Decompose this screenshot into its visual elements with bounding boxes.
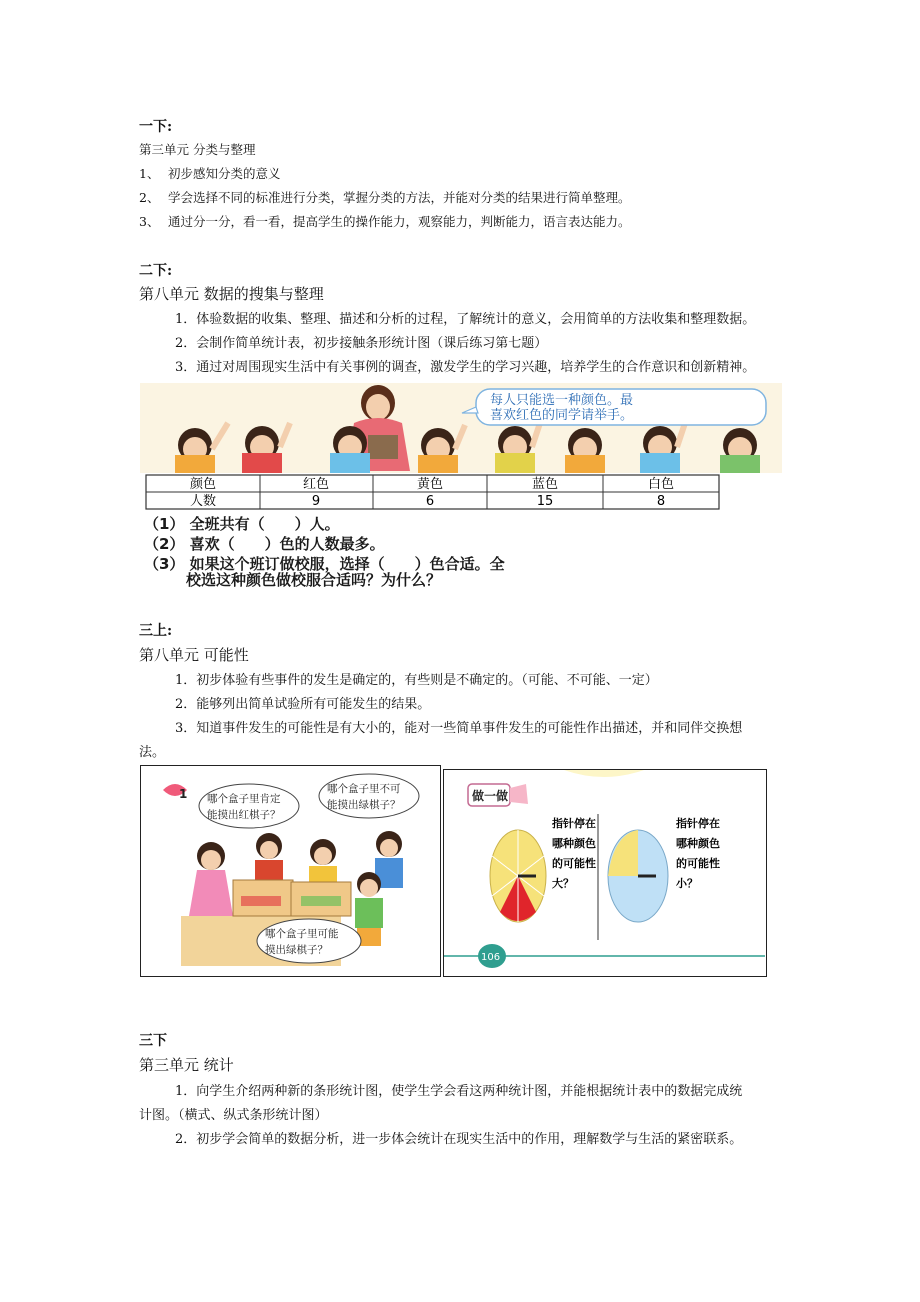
section-2-heading: 二下: <box>139 263 173 279</box>
section-1-item-3-num: 3、 <box>139 214 160 229</box>
q1-line-2: 哪种颜色 <box>552 837 596 850</box>
bubble-3-line-2: 摸出绿棋子？ <box>265 944 328 956</box>
section-3-unit: 第八单元 可能性 <box>139 646 249 664</box>
table-header-blue: 蓝色 <box>531 477 559 492</box>
section-1-item-1-num: 1、 <box>139 166 160 181</box>
section-3-item-1: 1．初步体验有些事件的发生是确定的，有些则是不确定的。（可能、不可能、一定） <box>175 673 658 688</box>
q2-line-1: 指针停在 <box>676 817 720 830</box>
section-4-item-1-cont: 计图。（横式、纵式条形统计图） <box>139 1108 328 1123</box>
section-1-item-3: 通过分一分，看一看，提高学生的操作能力，观察能力，判断能力，语言表达能力。 <box>168 214 631 229</box>
spinner-figure <box>443 769 767 977</box>
classroom-illustration <box>140 383 782 588</box>
badge-number: 1 <box>179 787 188 801</box>
spinner-red-small <box>490 830 546 922</box>
section-1-item-1: 初步感知分类的意义 <box>168 166 281 181</box>
speech-line-2: 喜欢红色的同学请举手。 <box>490 408 634 423</box>
q1-line-3: 的可能性 <box>552 857 596 870</box>
bubble-1-line-2: 能摸出红棋子？ <box>207 809 281 821</box>
bubble-2-line-2: 能摸出绿棋子？ <box>327 799 401 811</box>
speech-line-1: 每人只能选一种颜色。最 <box>490 393 634 408</box>
table-cell-red: 9 <box>311 494 321 509</box>
section-1-unit: 第三单元 分类与整理 <box>139 142 256 157</box>
page-number: 106 <box>481 952 501 963</box>
q2-line-3: 的可能性 <box>676 857 720 870</box>
question-1: （1） 全班共有（ ）人。 <box>144 515 340 533</box>
table-cell-white: 8 <box>656 494 666 509</box>
boxes-figure <box>140 765 441 977</box>
spinner-yellow-small <box>608 830 668 922</box>
section-3-item-2: 2．能够列出简单试验所有可能发生的结果。 <box>175 697 431 712</box>
question-3-cont: 校选这种颜色做校服合适吗？为什么？ <box>186 571 442 588</box>
section-1-item-2: 学会选择不同的标准进行分类，掌握分类的方法，并能对分类的结果进行简单整理。 <box>168 190 631 205</box>
table-cell-yellow: 6 <box>425 494 435 509</box>
do-it-tag: 做一做 <box>472 789 509 803</box>
section-4-item-1: 1．向学生介绍两种新的条形统计图，使学生学会看这两种统计图，并能根据统计表中的数据完成统 <box>175 1084 743 1099</box>
table-header-red: 红色 <box>302 477 330 492</box>
question-3: （3） 如果这个班订做校服，选择（ ）色合适。全 <box>144 555 505 573</box>
section-3-item-3: 3．知道事件发生的可能性是有大小的，能对一些简单事件发生的可能性作出描述，并和同伴交换想 <box>175 721 743 736</box>
table-header-yellow: 黄色 <box>416 477 444 492</box>
section-3-item-3-cont: 法。 <box>139 745 166 760</box>
section-4-item-2: 2．初步学会简单的数据分析，进一步体会统计在现实生活中的作用，理解数学与生活的紧密联系。 <box>175 1132 743 1147</box>
color-survey-figure <box>140 383 782 588</box>
table-cell-blue: 15 <box>536 494 554 509</box>
section-4-unit: 第三单元 统计 <box>139 1056 234 1074</box>
question-2: （2） 喜欢（ ）色的人数最多。 <box>144 535 385 553</box>
section-3-heading: 三上: <box>139 623 173 639</box>
section-4-heading: 三下 <box>139 1033 167 1049</box>
table-row-label: 人数 <box>189 494 217 509</box>
section-2-item-3: 3．通过对周围现实生活中有关事例的调查，激发学生的学习兴趣，培养学生的合作意识和创新精神。 <box>175 360 756 375</box>
q1-line-1: 指针停在 <box>552 817 596 830</box>
section-2-unit: 第八单元 数据的搜集与整理 <box>139 285 324 303</box>
section-2-item-2: 2．会制作简单统计表，初步接触条形统计图（课后练习第七题） <box>175 336 548 351</box>
table-header-white: 白色 <box>647 477 675 492</box>
section-2-item-1: 1．体验数据的收集、整理、描述和分析的过程，了解统计的意义，会用简单的方法收集和整理数据。 <box>175 312 756 327</box>
section-1-item-2-num: 2、 <box>139 190 160 205</box>
bubble-1-line-1: 哪个盒子里肯定 <box>207 793 281 805</box>
q2-line-4: 小？ <box>676 877 698 890</box>
bubble-3-line-1: 哪个盒子里可能 <box>265 928 339 940</box>
table-header-color: 颜色 <box>189 477 217 492</box>
q2-line-2: 哪种颜色 <box>676 837 720 850</box>
q1-line-4: 大？ <box>552 877 574 890</box>
section-1-heading: 一下: <box>139 119 173 135</box>
bubble-2-line-1: 哪个盒子里不可 <box>327 783 401 795</box>
